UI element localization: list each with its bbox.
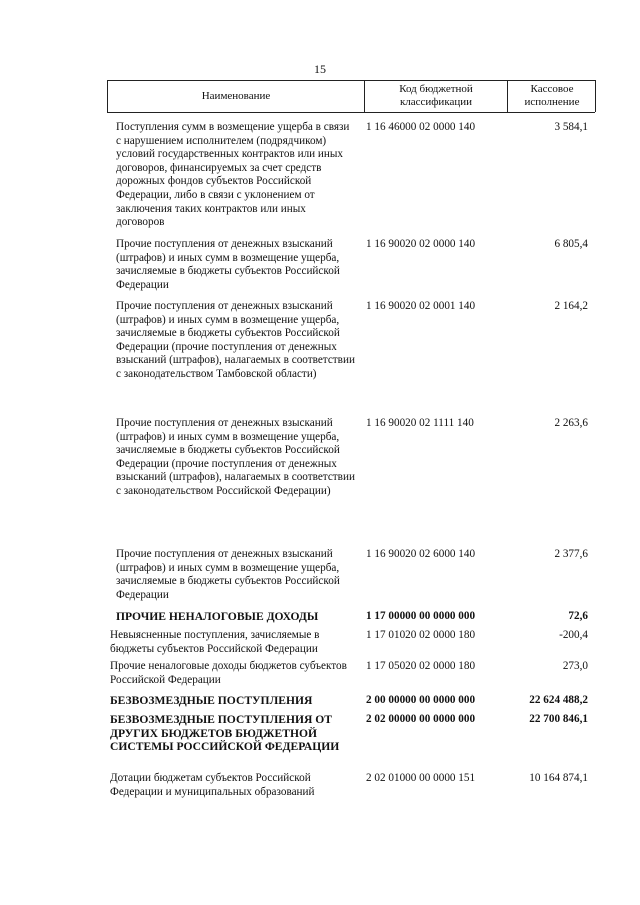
row-name: Невыясненные поступления, зачисляемые в бюджеты субъектов Российской Федерации <box>110 629 320 655</box>
row-name: ПРОЧИЕ НЕНАЛОГОВЫЕ ДОХОДЫ <box>116 610 319 623</box>
row-name: Прочие поступления от денежных взысканий (штрафов) и иных сумм в возмещение ущерба, зачисляемые в бюджеты субъектов Российской Федерации <box>116 548 340 601</box>
row-amount: 2 377,6 <box>554 548 588 560</box>
row-name: Поступления сумм в возмещение ущерба в связи с нарушением исполнителем (подрядчиком) условий государственных контрактов или иных договоров, финансируемых за счет средств дорожных фондов субъектов Российской Федерации, либо в связи с уклонением от заключения таких контрактов или иных договоров <box>116 121 350 229</box>
row-amount: 10 164 874,1 <box>529 772 588 784</box>
row-code: 1 17 00000 00 0000 000 <box>366 610 476 622</box>
row-code: 1 16 90020 02 0000 140 <box>366 238 476 250</box>
column-header-name: Наименование <box>201 89 271 102</box>
header-divider-1 <box>364 80 365 112</box>
row-name: Прочие поступления от денежных взысканий (штрафов) и иных сумм в возмещение ущерба, зачисляемые в бюджеты субъектов Российской Федерации (прочие поступления от денежных взысканий (штрафов), налагаемых в соответствии с законодательством Российской Федерации) <box>116 417 355 497</box>
page-number: 15 <box>314 62 326 76</box>
row-amount: 6 805,4 <box>554 238 588 250</box>
row-amount: 3 584,1 <box>554 121 588 133</box>
column-header-amount: Кассовое исполнение <box>524 83 580 108</box>
row-amount: 22 624 488,2 <box>529 694 588 706</box>
row-code: 1 17 05020 02 0000 180 <box>366 660 476 672</box>
row-code: 2 00 00000 00 0000 000 <box>366 694 476 706</box>
row-amount: 2 263,6 <box>554 417 588 429</box>
row-code: 1 16 90020 02 0001 140 <box>366 300 476 312</box>
row-amount: 273,0 <box>562 660 588 672</box>
row-amount: 72,6 <box>568 610 588 622</box>
row-code: 1 16 90020 02 1111 140 <box>366 417 474 429</box>
row-name: Прочие поступления от денежных взысканий (штрафов) и иных сумм в возмещение ущерба, зачисляемые в бюджеты субъектов Российской Федерации <box>116 238 340 291</box>
row-name: Прочие неналоговые доходы бюджетов субъектов Российской Федерации <box>110 660 347 686</box>
row-name: БЕЗВОЗМЕЗДНЫЕ ПОСТУПЛЕНИЯ <box>110 694 313 707</box>
row-amount: -200,4 <box>559 629 588 641</box>
header-bottom-rule <box>107 112 595 113</box>
row-amount: 22 700 846,1 <box>529 713 588 725</box>
row-name: БЕЗВОЗМЕЗДНЫЕ ПОСТУПЛЕНИЯ ОТ ДРУГИХ БЮДЖЕТОВ БЮДЖЕТНОЙ СИСТЕМЫ РОССИЙСКОЙ ФЕДЕРАЦИИ <box>110 713 340 754</box>
row-name: Дотации бюджетам субъектов Российской Федерации и муниципальных образований <box>110 772 315 798</box>
row-code: 1 16 90020 02 6000 140 <box>366 548 476 560</box>
row-amount: 2 164,2 <box>554 300 588 312</box>
row-code: 2 02 01000 00 0000 151 <box>366 772 476 784</box>
row-code: 1 17 01020 02 0000 180 <box>366 629 476 641</box>
column-header-code: Код бюджетной классификации <box>399 83 473 108</box>
row-code: 1 16 46000 02 0000 140 <box>366 121 476 133</box>
header-divider-2 <box>507 80 508 112</box>
row-name: Прочие поступления от денежных взысканий (штрафов) и иных сумм в возмещение ущерба, зачисляемые в бюджеты субъектов Российской Федерации (прочие поступления от денежных взысканий (штрафов), налагаемых в соответствии с законодательством Тамбовской области) <box>116 300 355 380</box>
header-border-right <box>595 80 596 112</box>
row-code: 2 02 00000 00 0000 000 <box>366 713 476 725</box>
